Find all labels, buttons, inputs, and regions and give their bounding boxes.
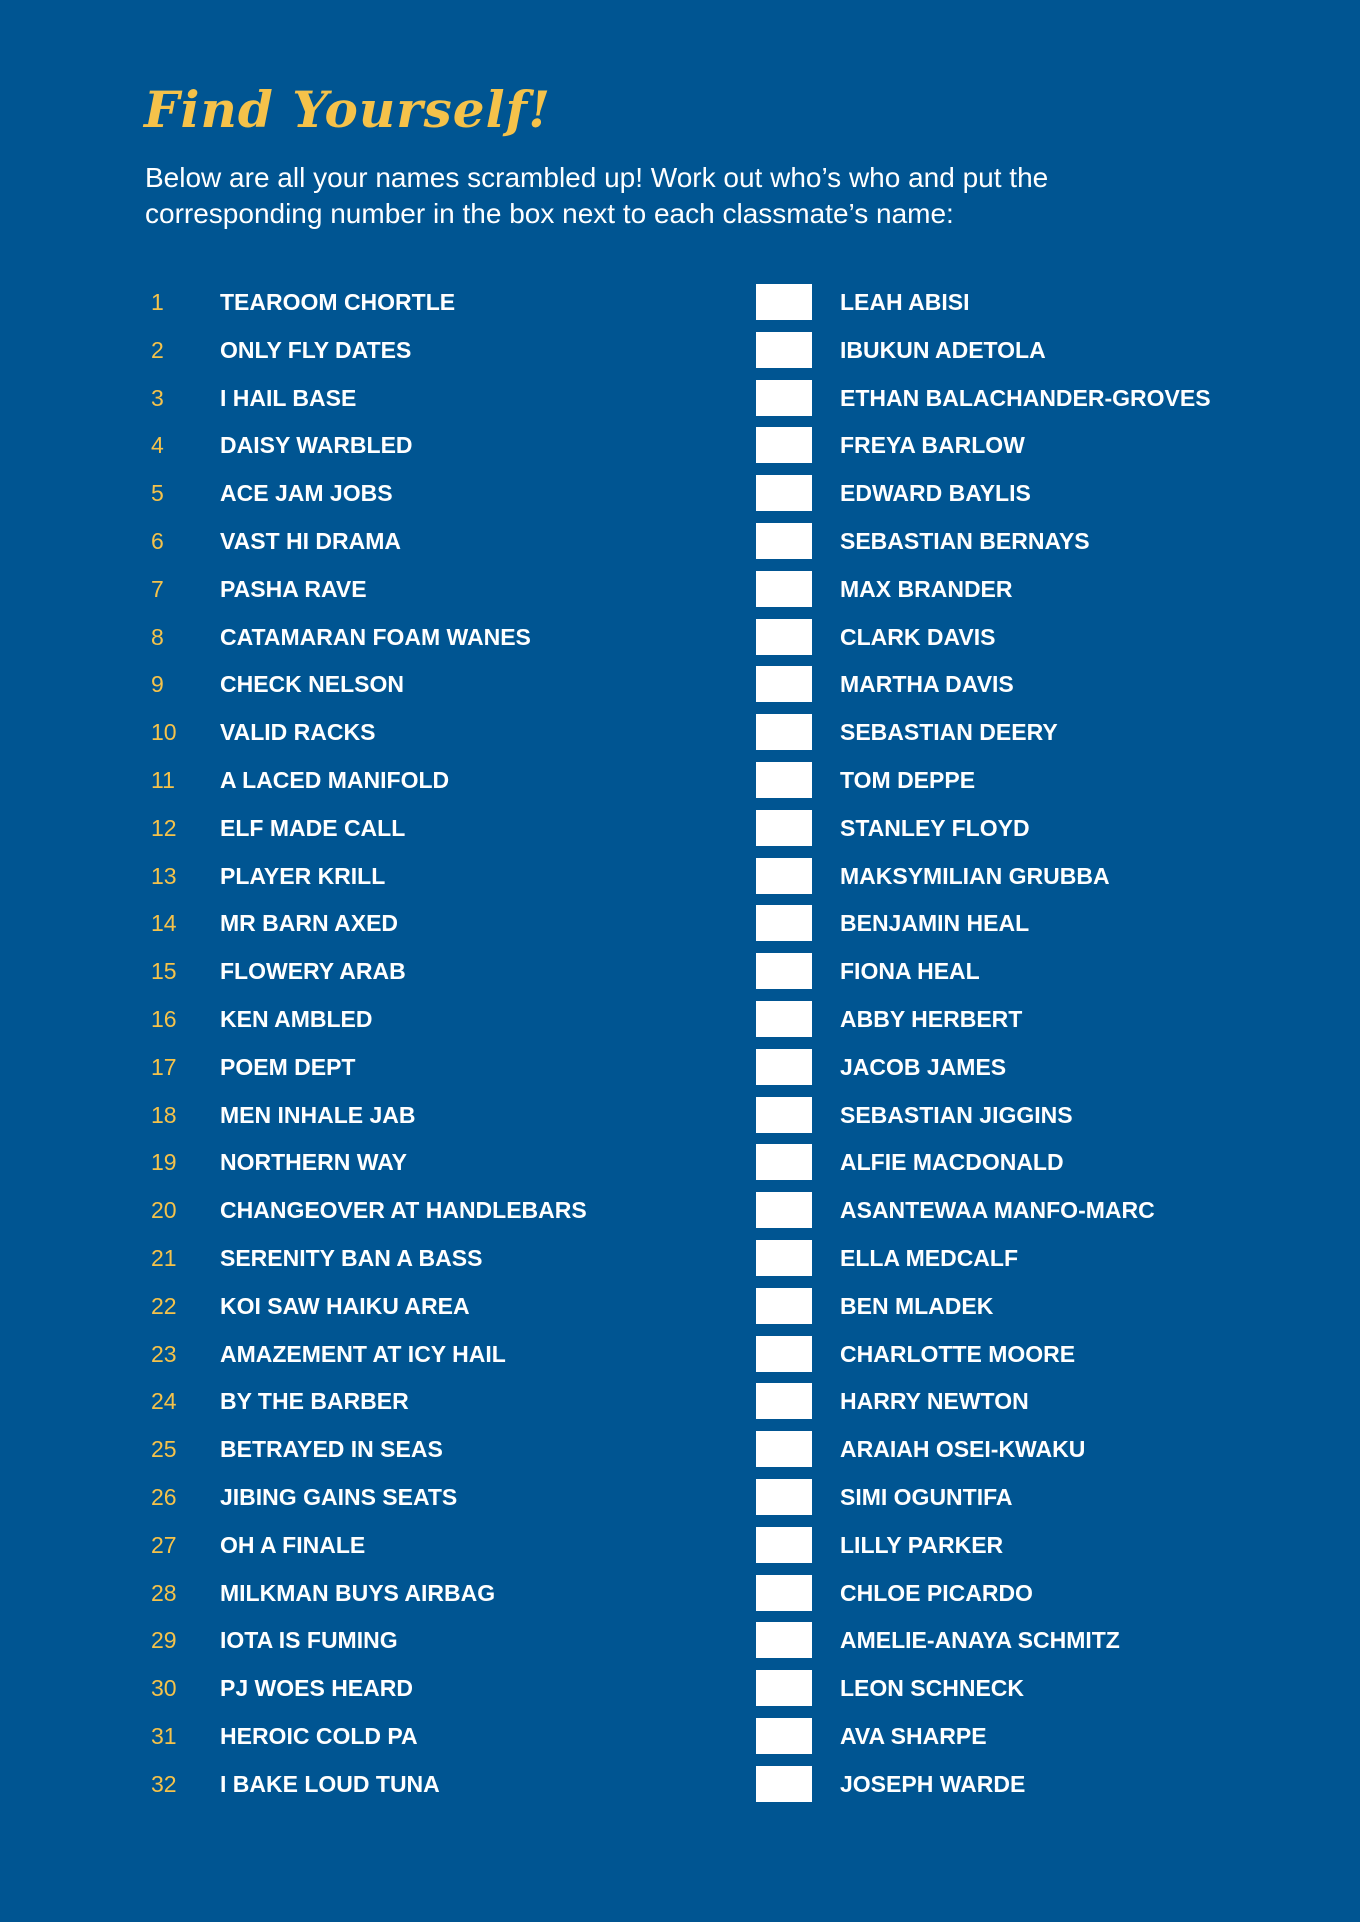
scrambled-name: ELF MADE CALL <box>220 814 406 841</box>
answer-box[interactable] <box>756 475 812 511</box>
instructions-text: Below are all your names scrambled up! Work out who’s who and put the corresponding number in the box next to each classmate’s name: <box>145 162 1049 229</box>
item-number: 22 <box>151 1292 177 1319</box>
scrambled-name: OH A FINALE <box>220 1531 366 1558</box>
classmate-name: MARTHA DAVIS <box>840 671 1014 698</box>
answer-box[interactable] <box>756 1192 812 1228</box>
classmate-name: HARRY NEWTON <box>840 1388 1029 1415</box>
list-item <box>0 426 1360 474</box>
item-number: 18 <box>151 1101 177 1128</box>
scrambled-name: HEROIC COLD PA <box>220 1722 418 1749</box>
scrambled-name: PJ WOES HEARD <box>220 1675 413 1702</box>
scrambled-name: A LACED MANIFOLD <box>220 766 450 793</box>
answer-box[interactable] <box>756 1049 812 1085</box>
answer-box[interactable] <box>756 1383 812 1419</box>
classmate-name: ASANTEWAA MANFO-MARC <box>840 1197 1155 1224</box>
answer-box[interactable] <box>756 1336 812 1372</box>
answer-box[interactable] <box>756 1527 812 1563</box>
item-number: 30 <box>151 1675 177 1702</box>
scrambled-name: CHECK NELSON <box>220 671 405 698</box>
answer-box[interactable] <box>756 858 812 894</box>
item-number: 17 <box>151 1053 177 1080</box>
classmate-name: SIMI OGUNTIFA <box>840 1483 1013 1510</box>
list-item <box>0 1621 1360 1669</box>
item-number: 28 <box>151 1579 177 1606</box>
scrambled-name: ONLY FLY DATES <box>220 336 412 363</box>
scrambled-name: I HAIL BASE <box>220 384 357 411</box>
item-number: 4 <box>151 432 164 459</box>
answer-box[interactable] <box>756 1431 812 1467</box>
answer-box[interactable] <box>756 905 812 941</box>
list-item <box>0 570 1360 618</box>
scrambled-name: CATAMARAN FOAM WANES <box>220 623 531 650</box>
item-number: 6 <box>151 527 164 554</box>
answer-box[interactable] <box>756 1670 812 1706</box>
classmate-name: CHLOE PICARDO <box>840 1579 1033 1606</box>
item-number: 1 <box>151 289 164 315</box>
classmate-name: MAX BRANDER <box>840 575 1013 602</box>
scrambled-name: NORTHERN WAY <box>220 1149 407 1176</box>
list-item <box>0 331 1360 379</box>
answer-box[interactable] <box>756 284 812 320</box>
list-item <box>0 1048 1360 1096</box>
answer-box[interactable] <box>756 953 812 989</box>
list-item <box>0 1000 1360 1048</box>
answer-box[interactable] <box>756 619 812 655</box>
classmate-name: SEBASTIAN DEERY <box>840 719 1058 746</box>
scrambled-name: MR BARN AXED <box>220 910 399 937</box>
list-item <box>0 761 1360 809</box>
list-item <box>0 665 1360 713</box>
classmate-name: ARAIAH OSEI-KWAKU <box>840 1436 1086 1463</box>
answer-box[interactable] <box>756 1622 812 1658</box>
classmate-name: TOM DEPPE <box>840 766 976 793</box>
classmate-name: IBUKUN ADETOLA <box>840 336 1046 363</box>
scrambled-name: IOTA IS FUMING <box>220 1627 398 1654</box>
scrambled-name: FLOWERY ARAB <box>220 958 406 985</box>
list-item <box>0 1382 1360 1430</box>
list-item <box>0 904 1360 952</box>
scrambled-name: KEN AMBLED <box>220 1005 373 1032</box>
scrambled-name: BY THE BARBER <box>220 1388 409 1415</box>
page-title: Find Yourself! <box>144 80 552 139</box>
answer-box[interactable] <box>756 666 812 702</box>
item-number: 8 <box>151 623 164 650</box>
answer-box[interactable] <box>756 1097 812 1133</box>
scrambled-name: PLAYER KRILL <box>220 862 386 889</box>
list-item <box>0 1239 1360 1287</box>
scrambled-name: POEM DEPT <box>220 1053 356 1080</box>
scrambled-name: VALID RACKS <box>220 719 376 746</box>
answer-box[interactable] <box>756 523 812 559</box>
list-item <box>0 1717 1360 1765</box>
list-item <box>0 1669 1360 1717</box>
item-number: 27 <box>151 1531 177 1558</box>
scrambled-name: CHANGEOVER AT HANDLEBARS <box>220 1197 587 1224</box>
item-number: 31 <box>151 1722 177 1749</box>
classmate-name: ABBY HERBERT <box>840 1005 1023 1032</box>
classmate-name: FREYA BARLOW <box>840 432 1025 459</box>
classmate-name: AVA SHARPE <box>840 1722 987 1749</box>
item-number: 21 <box>151 1244 177 1271</box>
answer-box[interactable] <box>756 1766 812 1802</box>
list-item <box>0 809 1360 857</box>
list-item <box>0 1096 1360 1144</box>
answer-box[interactable] <box>756 380 812 416</box>
answer-box[interactable] <box>756 427 812 463</box>
item-number: 20 <box>151 1197 177 1224</box>
scrambled-name: I BAKE LOUD TUNA <box>220 1770 440 1797</box>
classmate-name: ALFIE MACDONALD <box>840 1149 1064 1176</box>
answer-box[interactable] <box>756 714 812 750</box>
list-item <box>0 857 1360 905</box>
list-item <box>0 713 1360 761</box>
classmate-name: BEN MLADEK <box>840 1292 994 1319</box>
classmate-name: LEAH ABISI <box>840 289 970 315</box>
scrambled-name: TEAROOM CHORTLE <box>220 289 456 315</box>
scrambled-name: KOI SAW HAIKU AREA <box>220 1292 470 1319</box>
scrambled-name: BETRAYED IN SEAS <box>220 1436 443 1463</box>
list-item <box>0 1335 1360 1383</box>
classmate-name: FIONA HEAL <box>840 958 980 985</box>
scrambled-name: MILKMAN BUYS AIRBAG <box>220 1579 496 1606</box>
list-item <box>0 1287 1360 1335</box>
answer-box[interactable] <box>756 762 812 798</box>
list-item <box>0 1191 1360 1239</box>
classmate-name: BENJAMIN HEAL <box>840 910 1030 937</box>
scrambled-name: JIBING GAINS SEATS <box>220 1483 458 1510</box>
answer-box[interactable] <box>756 1001 812 1037</box>
classmate-name: ETHAN BALACHANDER-GROVES <box>840 384 1211 411</box>
list-item <box>0 474 1360 522</box>
scrambled-name: MEN INHALE JAB <box>220 1101 416 1128</box>
item-number: 16 <box>151 1005 177 1032</box>
classmate-name: AMELIE-ANAYA SCHMITZ <box>840 1627 1120 1654</box>
answer-box[interactable] <box>756 332 812 368</box>
list-item <box>0 1765 1360 1813</box>
scrambled-name: PASHA RAVE <box>220 575 367 602</box>
scrambled-name: ACE JAM JOBS <box>220 480 393 507</box>
classmate-name: CLARK DAVIS <box>840 623 996 650</box>
item-number: 10 <box>151 719 177 746</box>
scrambled-name: VAST HI DRAMA <box>220 527 402 554</box>
answer-box[interactable] <box>756 1288 812 1324</box>
scrambled-name: AMAZEMENT AT ICY HAIL <box>220 1340 506 1367</box>
item-number: 26 <box>151 1483 177 1510</box>
item-number: 29 <box>151 1627 177 1654</box>
answer-box[interactable] <box>756 1575 812 1611</box>
item-number: 9 <box>151 671 164 698</box>
classmate-name: ELLA MEDCALF <box>840 1244 1019 1271</box>
list-item <box>0 952 1360 1000</box>
item-number: 19 <box>151 1149 177 1176</box>
item-number: 5 <box>151 480 164 507</box>
classmate-name: EDWARD BAYLIS <box>840 480 1031 507</box>
item-number: 3 <box>151 384 164 411</box>
classmate-name: LILLY PARKER <box>840 1531 1004 1558</box>
item-number: 11 <box>151 766 175 793</box>
list-item <box>0 522 1360 570</box>
scrambled-name: DAISY WARBLED <box>220 432 413 459</box>
classmate-name: SEBASTIAN BERNAYS <box>840 527 1090 554</box>
answer-box[interactable] <box>756 571 812 607</box>
classmate-name: JOSEPH WARDE <box>840 1770 1026 1797</box>
item-number: 14 <box>151 910 177 937</box>
classmate-name: CHARLOTTE MOORE <box>840 1340 1076 1367</box>
item-number: 24 <box>151 1388 177 1415</box>
list-item <box>0 1478 1360 1526</box>
scrambled-name: SERENITY BAN A BASS <box>220 1244 483 1271</box>
item-number: 12 <box>151 814 177 841</box>
answer-box[interactable] <box>756 1718 812 1754</box>
list-item <box>0 1574 1360 1622</box>
classmate-name: JACOB JAMES <box>840 1053 1007 1080</box>
item-number: 15 <box>151 958 177 985</box>
item-number: 23 <box>151 1340 177 1367</box>
answer-box[interactable] <box>756 1479 812 1515</box>
classmate-name: LEON SCHNECK <box>840 1675 1025 1702</box>
name-matching-list <box>0 283 1360 1813</box>
classmate-name: SEBASTIAN JIGGINS <box>840 1101 1073 1128</box>
list-item <box>0 618 1360 666</box>
classmate-name: STANLEY FLOYD <box>840 814 1030 841</box>
item-number: 7 <box>151 575 164 602</box>
item-number: 32 <box>151 1770 177 1797</box>
item-number: 13 <box>151 862 177 889</box>
item-number: 2 <box>151 336 164 363</box>
list-item <box>0 379 1360 427</box>
answer-box[interactable] <box>756 810 812 846</box>
answer-box[interactable] <box>756 1240 812 1276</box>
list-item <box>0 283 1360 331</box>
answer-box[interactable] <box>756 1144 812 1180</box>
list-item <box>0 1430 1360 1478</box>
classmate-name: MAKSYMILIAN GRUBBA <box>840 862 1110 889</box>
list-item <box>0 1526 1360 1574</box>
list-item <box>0 1143 1360 1191</box>
item-number: 25 <box>151 1436 177 1463</box>
